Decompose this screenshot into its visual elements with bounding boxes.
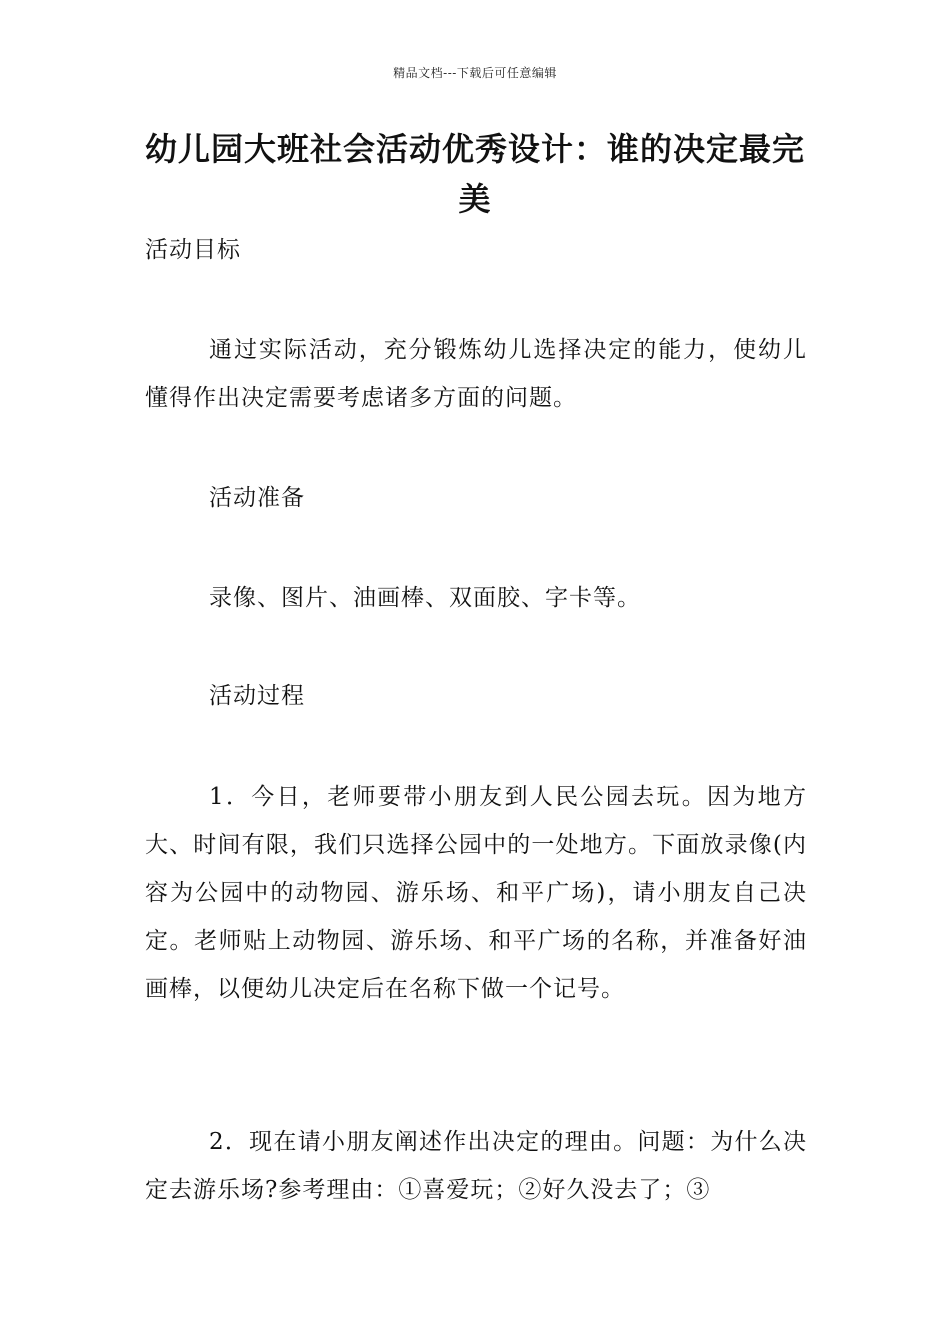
prep-paragraph: 录像、图片、油画棒、双面胶、字卡等。 [209, 585, 641, 611]
goal-paragraph: 通过实际活动，充分锻炼幼儿选择决定的能力，使幼儿懂得作出决定需要考虑诸多方面的问题。 [145, 337, 807, 411]
prep-heading: 活动准备 [209, 485, 305, 511]
header-note: 精品文档---下载后可任意编辑 [393, 66, 557, 80]
goal-heading: 活动目标 [145, 237, 241, 263]
step-1-paragraph: 1．今日，老师要带小朋友到人民公园去玩。因为地方大、时间有限，我们只选择公园中的一处地方。下面放录像(内容为公园中的动物园、游乐场、和平广场)，请小朋友自己决定。老师贴上动物园、游乐场、和平广场的名称，并准备好油画棒，以便幼儿决定后在名称下做一个记号。 [145, 784, 807, 1002]
step-2-paragraph: 2．现在请小朋友阐述作出决定的理由。问题：为什么决定去游乐场?参考理由：①喜爱玩；②好久没去了；③ [145, 1129, 807, 1203]
document-title: 幼儿园大班社会活动优秀设计：谁的决定最完美 [145, 130, 806, 218]
process-heading: 活动过程 [209, 683, 305, 709]
